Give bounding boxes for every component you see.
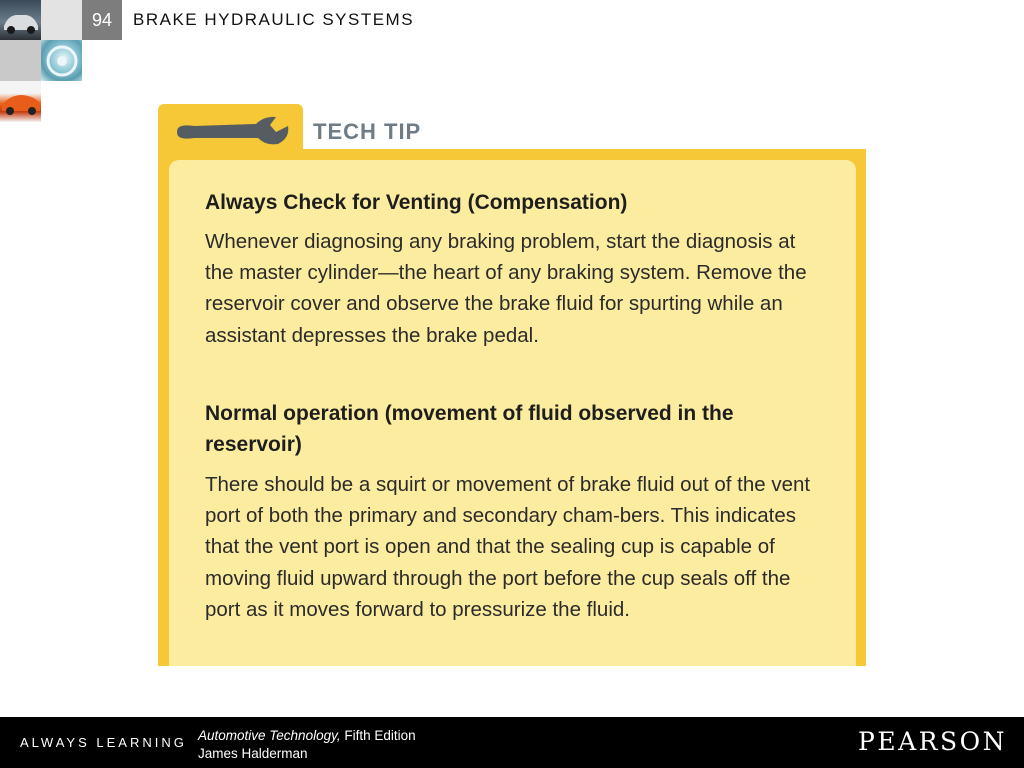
chapter-title: BRAKE HYDRAULIC SYSTEMS (133, 10, 415, 29)
brake-rotor-thumbnail (41, 40, 82, 81)
wrench-icon (172, 112, 292, 152)
car-thumbnail-icon (0, 81, 41, 122)
page-number: 94 (82, 0, 122, 40)
book-title (198, 728, 416, 743)
car-thumbnail-silver (0, 0, 41, 40)
tech-tip-paragraph: Whenever diagnosing any braking problem, start the diagnosis at the master cylinder—the heart of any braking system. Remove the reservoir cover and observe the brake fluid for spurting while an assistant depresses the brake pedal. (205, 230, 807, 347)
tech-tip-paragraph: There should be a squirt or movement of brake fluid out of the vent port of both the primary and secondary cham-bers. This indicates that the vent port is open and that the sealing cup is capable of moving fluid upward through the port before the cup seals off the port as it moves forward to pressurize the fluid. (205, 473, 811, 621)
car-thumbnail-icon (0, 0, 41, 40)
footer-tagline: ALWAYS LEARNING (20, 735, 187, 750)
tech-tip-label: TECH TIP (313, 119, 422, 144)
book-author: James Halderman (198, 746, 308, 761)
tech-tip-card (158, 104, 866, 666)
header-tile (41, 0, 82, 40)
tech-tip-heading: Always Check for Venting (Compensation) (205, 191, 628, 214)
tech-tip-subheading: Normal operation (movement of fluid observed in the reservoir) (205, 402, 734, 456)
car-thumbnail-red (0, 81, 41, 122)
brake-rotor-thumbnail-icon (41, 40, 82, 81)
publisher-logo: PEARSON (858, 727, 1007, 756)
footer-bar (0, 717, 1024, 768)
book-edition: Fifth Edition (340, 728, 416, 743)
book-title-italic: Automotive Technology, (198, 728, 341, 743)
header-tile (0, 40, 41, 81)
